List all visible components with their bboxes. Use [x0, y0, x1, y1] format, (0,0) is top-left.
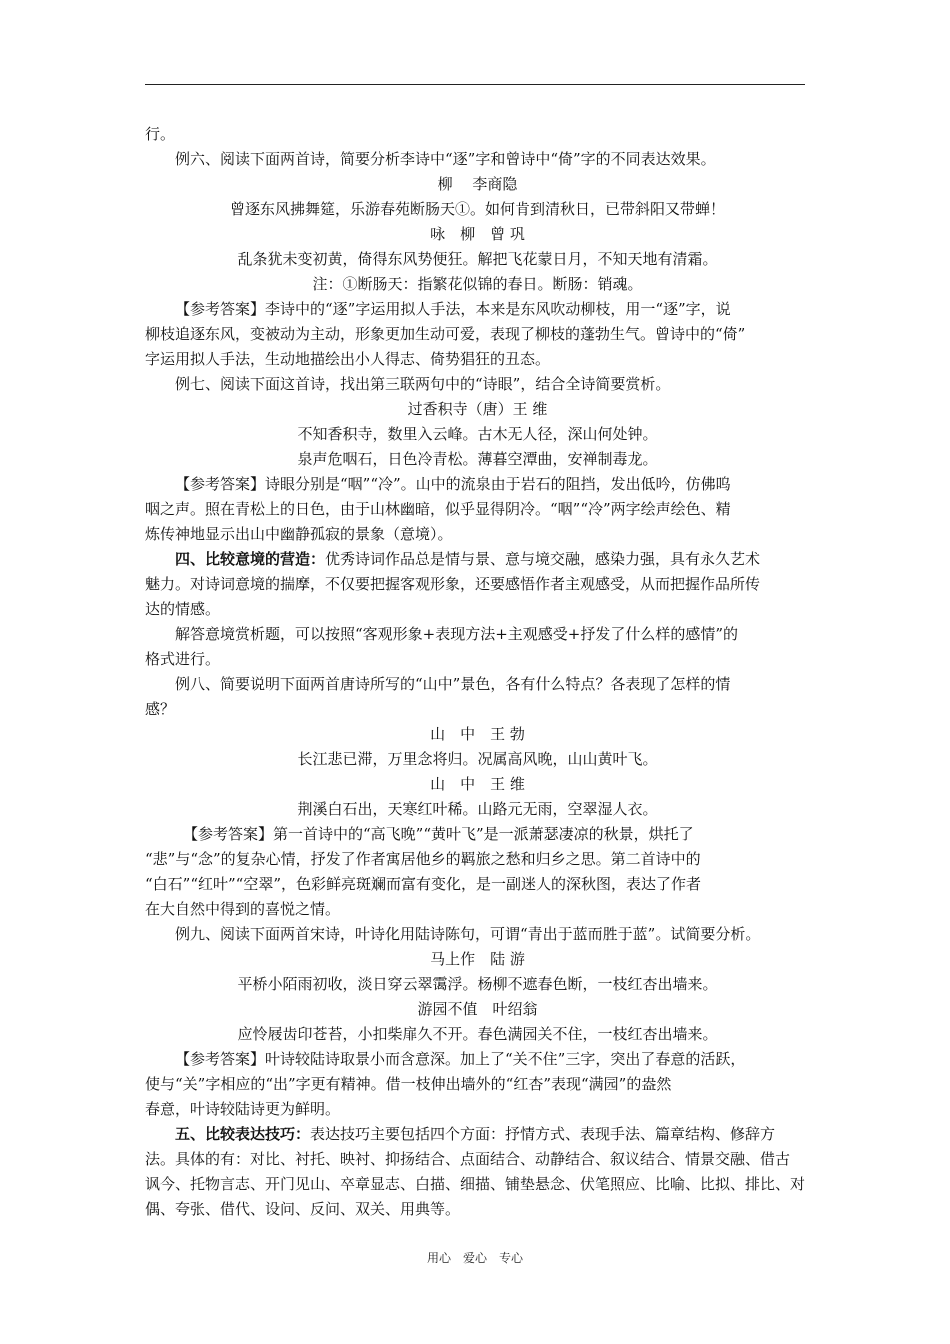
text-line: “白石”“红叶”“空翠”，色彩鲜亮斑斓而富有变化，是一副迷人的深秋图，表达了作者 — [145, 875, 702, 893]
text-line: 游园不值 叶绍翁 — [417, 1000, 538, 1018]
text-line: 曾逐东风拂舞筵，乐游春苑断肠天①。如何肯到清秋日，已带斜阳又带蝉！ — [229, 200, 725, 218]
text-line — [145, 547, 820, 572]
text-line: 长江悲已滞，万里念将归。况属高风晚，山山黄叶飞。 — [297, 750, 658, 768]
text-line: 格式进行。 — [145, 650, 221, 668]
text-line: 【参考答案】叶诗较陆诗取景小而含意深。加上了“关不住”三字，突出了春意的活跃， — [175, 1050, 746, 1068]
text-line: 山 中 王 勃 — [430, 725, 525, 743]
text-line: 解答意境赏析题，可以按照“客观形象+表现方法+主观感受+抒发了什么样的感情”的 — [175, 625, 739, 643]
text-line: 例九、阅读下面两首宋诗，叶诗化用陆诗陈句，可谓“青出于蓝而胜于蓝”。试简要分析。 — [175, 925, 761, 943]
section-heading: 四、比较意境的营造： — [175, 550, 326, 568]
section-heading: 五、比较表达技巧： — [175, 1125, 311, 1143]
text-line: 柳 李商隐 — [437, 175, 518, 193]
text-line: 马上作 陆 游 — [430, 950, 525, 968]
section-text: 优秀诗词作品总是情与景、意与境交融，感染力强，具有永久艺术 — [325, 550, 761, 568]
text-line: 偶、夸张、借代、设问、反问、双关、用典等。 — [145, 1200, 461, 1218]
text-line: 达的情感。 — [145, 600, 221, 618]
document-body — [145, 122, 820, 1222]
text-line: 【参考答案】李诗中的“逐”字运用拟人手法，本来是东风吹动柳枝，用一“逐”字，说 — [175, 300, 731, 318]
text-line: 柳枝追逐东风，变被动为主动，形象更加生动可爱，表现了柳枝的蓬勃生气。曾诗中的“倚” — [145, 325, 746, 343]
text-line: 泉声危咽石，日色冷青松。薄暮空潭曲，安禅制毒龙。 — [297, 450, 658, 468]
text-line: 山 中 王 维 — [430, 775, 525, 793]
header-rule — [145, 84, 805, 85]
text-line: 例八、简要说明下面两首唐诗所写的“山中”景色，各有什么特点？各表现了怎样的情 — [175, 675, 731, 693]
text-line: “悲”与“念”的复杂心情，抒发了作者寓居他乡的羁旅之愁和归乡之思。第二首诗中的 — [145, 850, 701, 868]
text-line: 感？ — [145, 700, 176, 718]
text-line: 过香积寺（唐）王 维 — [407, 400, 548, 418]
text-line — [145, 1122, 820, 1147]
text-line: 炼传神地显示出山中幽静孤寂的景象（意境）。 — [145, 525, 453, 543]
text-line: 咏 柳 曾 巩 — [430, 225, 525, 243]
text-line: 字运用拟人手法，生动地描绘出小人得志、倚势猖狂的丑态。 — [145, 350, 551, 368]
text-line: 咽之声。照在青松上的日色，由于山林幽暗，似乎显得阴冷。“咽”“冷”两字绘声绘色、精 — [145, 500, 731, 518]
page-footer: 用心 爱心 专心 — [426, 1251, 523, 1265]
text-line: 春意，叶诗较陆诗更为鲜明。 — [145, 1100, 341, 1118]
text-line: 不知香积寺，数里入云峰。古木无人径，深山何处钟。 — [297, 425, 658, 443]
text-line: 平桥小陌雨初收，淡日穿云翠霭浮。杨柳不遮春色断，一枝红杏出墙来。 — [237, 975, 718, 993]
text-line: 荆溪白石出，天寒红叶稀。山路元无雨，空翠湿人衣。 — [297, 800, 658, 818]
text-line: 讽今、托物言志、开门见山、卒章显志、白描、细描、铺垫悬念、伏笔照应、比喻、比拟、排比、对 — [145, 1175, 806, 1193]
text-line: 行。 — [145, 125, 176, 143]
text-line: 【参考答案】诗眼分别是“咽”“冷”。山中的流泉由于岩石的阻挡，发出低吟，仿佛呜 — [175, 475, 731, 493]
text-line: 例七、阅读下面这首诗，找出第三联两句中的“诗眼”，结合全诗简要赏析。 — [175, 375, 671, 393]
text-line: 注：①断肠天：指繁花似锦的春日。断肠：销魂。 — [312, 275, 643, 293]
section-text: 表达技巧主要包括四个方面：抒情方式、表现手法、篇章结构、修辞方 — [310, 1125, 776, 1143]
text-line: 使与“关”字相应的“出”字更有精神。借一枝伸出墙外的“红杏”表现“满园”的盎然 — [145, 1075, 672, 1093]
text-line: 乱条犹未变初黄，倚得东风势便狂。解把飞花蒙日月，不知天地有清霜。 — [237, 250, 718, 268]
text-line: 【参考答案】第一首诗中的“高飞晚”“黄叶飞”是一派萧瑟凄凉的秋景，烘托了 — [183, 825, 694, 843]
text-line: 法。具体的有：对比、衬托、映衬、抑扬结合、点面结合、动静结合、叙议结合、情景交融、借古 — [145, 1150, 791, 1168]
text-line: 魅力。对诗词意境的揣摩，不仅要把握客观形象，还要感悟作者主观感受，从而把握作品所传 — [145, 575, 761, 593]
text-line: 在大自然中得到的喜悦之情。 — [145, 900, 341, 918]
text-line: 应怜屐齿印苍苔，小扣柴扉久不开。春色满园关不住，一枝红杏出墙来。 — [237, 1025, 718, 1043]
text-line: 例六、阅读下面两首诗，简要分析李诗中“逐”字和曾诗中“倚”字的不同表达效果。 — [175, 150, 716, 168]
